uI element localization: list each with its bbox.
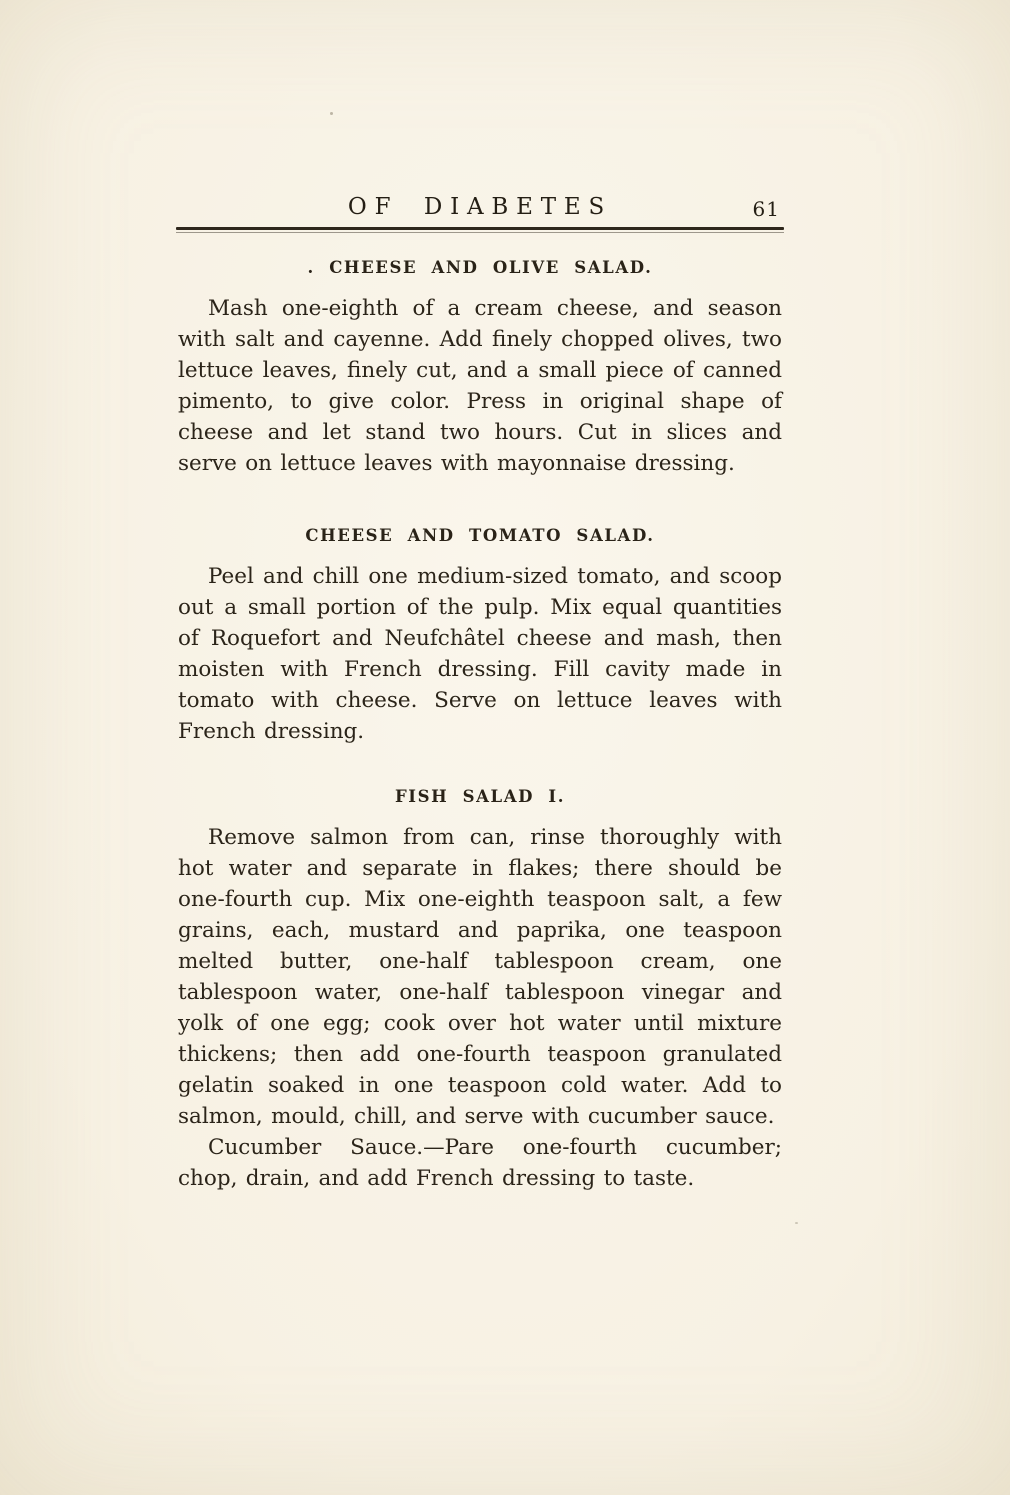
header-rule-echo-line xyxy=(176,232,784,233)
page-number: 61 xyxy=(752,197,780,221)
scan-artifact xyxy=(795,1222,798,1224)
recipe-section-cheese-and-tomato-salad xyxy=(178,526,782,747)
section-heading: . CHEESE AND OLIVE SALAD. xyxy=(307,258,653,277)
running-title: OF DIABETES xyxy=(347,194,613,220)
recipe-paragraph: Remove salmon from can, rinse thoroughly with hot water and separate in flakes; there should be one-fourth cup. Mix one-eighth teaspoon salt, a few grains, each, mustard and paprika, one teaspoon melted butter, one-half tablespoon cream, one tablespoon water, one-half tablespoon vinegar and yolk of one egg; cook over hot water until mixture thickens; then add one-fourth teaspoon granulated gelatin soaked in one teaspoon cold water. Add to salmon, mould, chill, and serve with cucumber sauce. xyxy=(178,825,782,1129)
section-heading: CHEESE AND TOMATO SALAD. xyxy=(305,526,655,545)
section-heading: FISH SALAD I. xyxy=(394,787,566,806)
recipe-section-cheese-and-olive-salad xyxy=(178,258,782,479)
header-rule-main-line xyxy=(176,227,784,230)
page-header xyxy=(178,194,782,226)
header-rule xyxy=(176,227,784,233)
recipe-section-fish-salad-i xyxy=(178,787,782,1194)
recipe-paragraph-cucumber-sauce: Cucumber Sauce.—Pare one-fourth cucumber; chop, drain, and add French dressing to taste. xyxy=(178,1135,782,1191)
page-body xyxy=(178,258,782,1194)
scan-artifact xyxy=(330,112,333,115)
recipe-paragraph: Mash one-eighth of a cream cheese, and season with salt and cayenne. Add finely chopped olives, two lettuce leaves, finely cut, and a small piece of canned pimento, to give color. Press in original shape of cheese and let stand two hours. Cut in slices and serve on lettuce leaves with mayonnaise dressing. xyxy=(178,296,782,476)
recipe-paragraph: Peel and chill one medium-sized tomato, and scoop out a small portion of the pulp. Mix equal quantities of Roquefort and Neufchâtel cheese and mash, then moisten with French dressing. Fill cavity made in tomato with cheese. Serve on lettuce leaves with French dressing. xyxy=(178,564,782,744)
